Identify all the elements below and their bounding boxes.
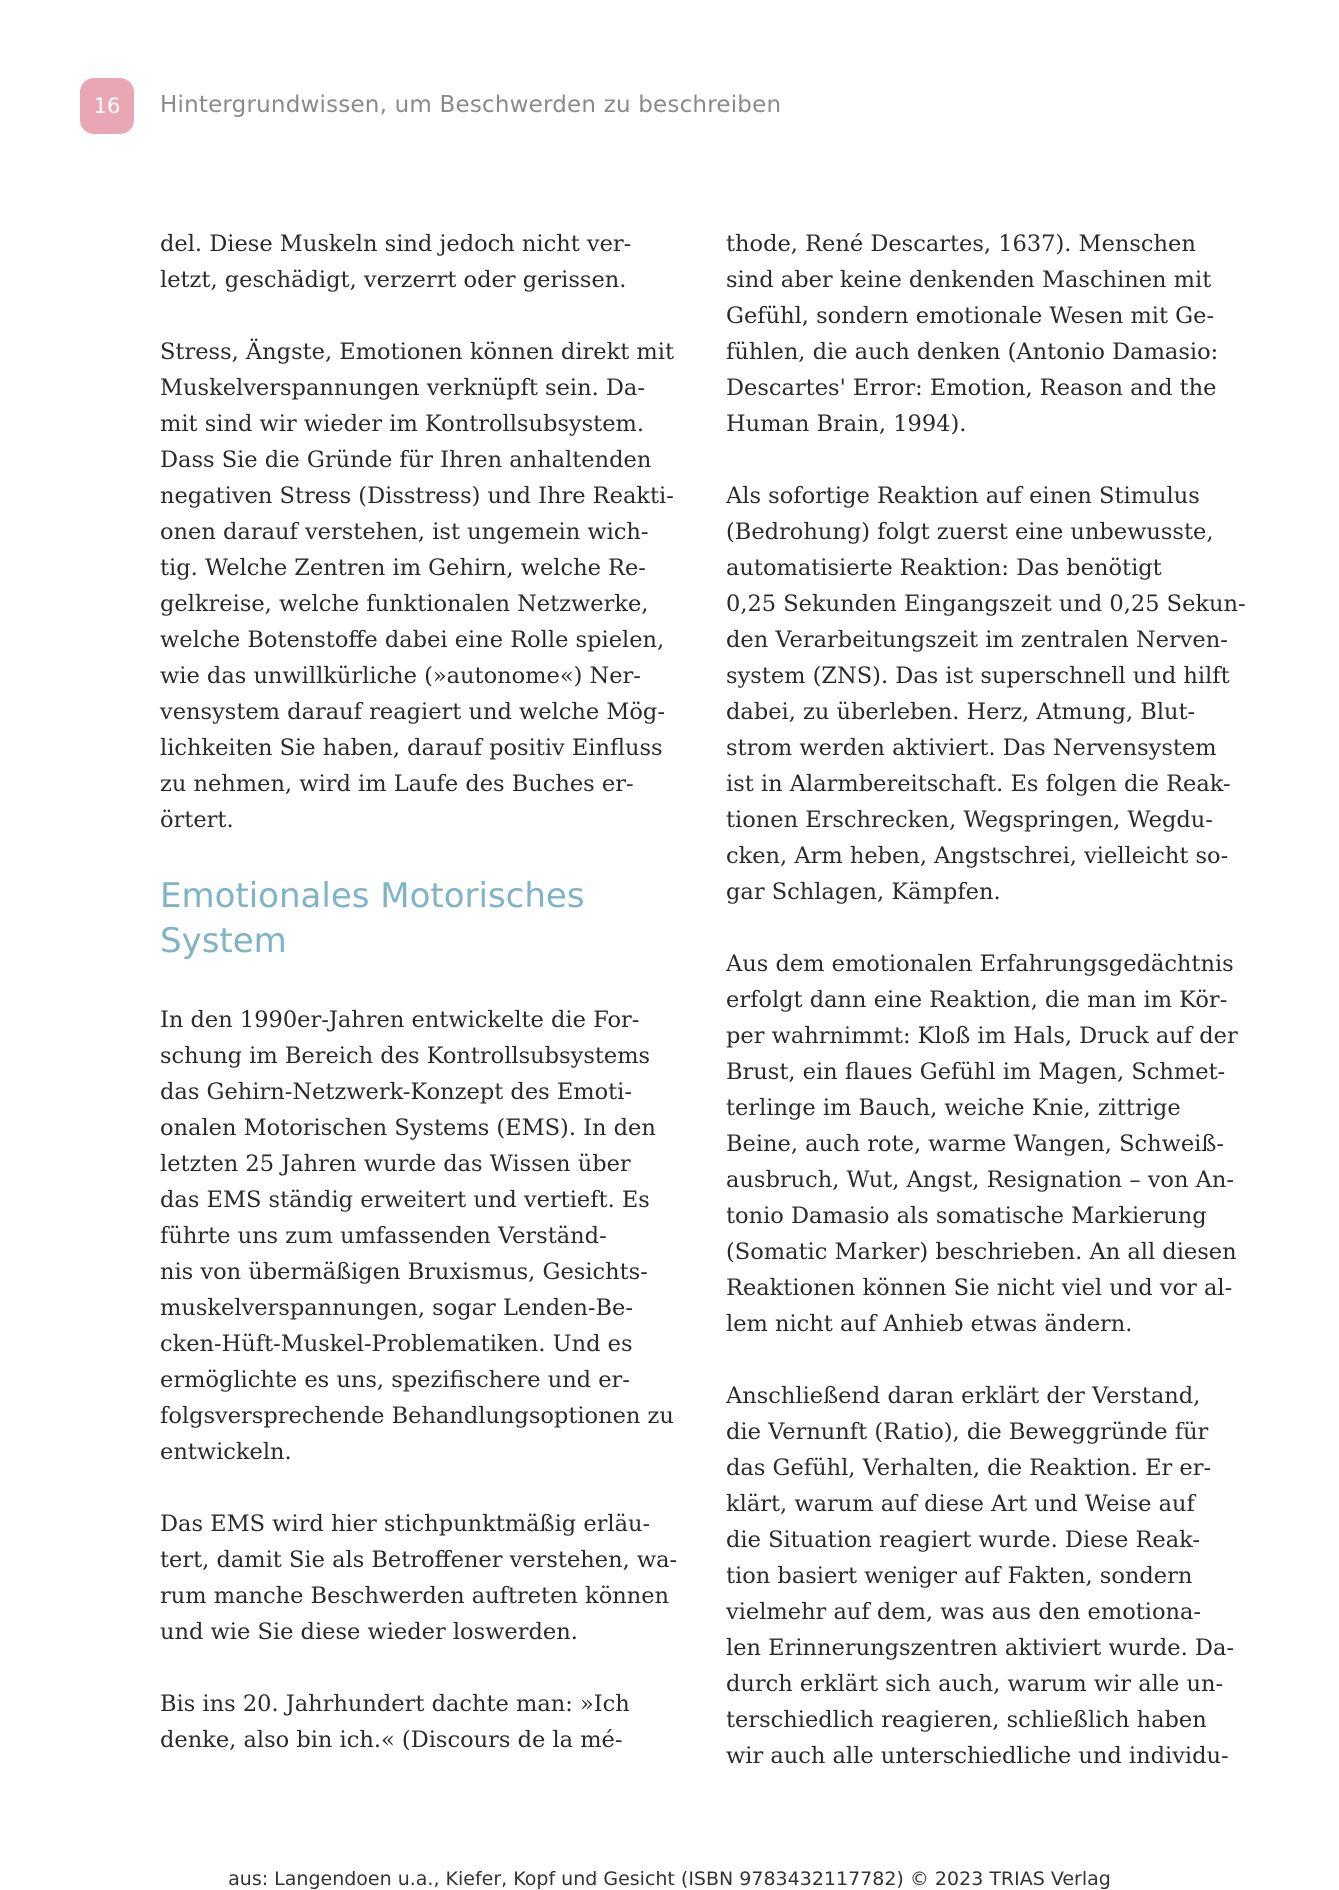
text-line: onalen Motorischen Systems (EMS). In den [160, 1115, 656, 1141]
text-line: fühlen, die auch denken (Antonio Damasio: [726, 339, 1219, 365]
text-line: gar Schlagen, Kämpfen. [726, 879, 1001, 905]
text-line: len Erinnerungszentren aktiviert wurde. Da- [726, 1635, 1234, 1661]
text-line: Das EMS wird hier stichpunktmäßig erläu- [160, 1511, 651, 1537]
text-line: welche Botenstoffe dabei eine Rolle spielen, [160, 627, 665, 653]
text-line: ist in Alarmbereitschaft. Es folgen die Reak- [726, 771, 1231, 797]
paragraph [160, 1506, 690, 1650]
paragraph [160, 1002, 690, 1470]
text-line: tonio Damasio als somatische Markierung [726, 1203, 1207, 1229]
text-line: lichkeiten Sie haben, darauf positiv Einfluss [160, 735, 663, 761]
text-line: folgsversprechende Behandlungsoptionen zu [160, 1403, 674, 1429]
text-line: denke, also bin ich.« (Discours de la mé- [160, 1727, 623, 1753]
text-line: del. Diese Muskeln sind jedoch nicht ver- [160, 231, 632, 257]
text-line: führte uns zum umfassenden Verständ- [160, 1223, 607, 1249]
text-line: tert, damit Sie als Betroffener verstehen, wa- [160, 1547, 678, 1573]
text-line: entwickeln. [160, 1439, 292, 1465]
text-line: durch erklärt sich auch, warum wir alle un- [726, 1671, 1224, 1697]
running-title: Hintergrundwissen, um Beschwerden zu beschreiben [160, 92, 782, 118]
text-line: terlinge im Bauch, weiche Knie, zittrige [726, 1095, 1181, 1121]
text-line: das Gehirn-Netzwerk-Konzept des Emoti- [160, 1079, 632, 1105]
text-line: Gefühl, sondern emotionale Wesen mit Ge- [726, 303, 1215, 329]
page-number-badge: 16 [80, 78, 134, 134]
text-line: muskelverspannungen, sogar Lenden-Be- [160, 1295, 633, 1321]
text-line: mit sind wir wieder im Kontrollsubsystem. [160, 411, 645, 437]
text-line: tionen Erschrecken, Wegspringen, Wegdu- [726, 807, 1213, 833]
text-line: wir auch alle unterschiedliche und individu- [726, 1743, 1229, 1769]
text-line: ausbruch, Wut, Angst, Resignation – von An- [726, 1167, 1234, 1193]
text-line: letzt, geschädigt, verzerrt oder gerissen. [160, 267, 627, 293]
text-line: gelkreise, welche funktionalen Netzwerke, [160, 591, 649, 617]
right-column [726, 226, 1246, 1810]
text-line: erfolgt dann eine Reaktion, die man im Kör- [726, 987, 1228, 1013]
paragraph [160, 1686, 690, 1758]
text-line: terschiedlich reagieren, schließlich haben [726, 1707, 1207, 1733]
text-line: Stress, Ängste, Emotionen können direkt mit [160, 339, 675, 365]
text-line: den Verarbeitungszeit im zentralen Nerven- [726, 627, 1228, 653]
text-line: cken, Arm heben, Angstschrei, vielleicht so- [726, 843, 1229, 869]
text-line: Als sofortige Reaktion auf einen Stimulus [726, 483, 1200, 509]
paragraph [726, 1378, 1246, 1774]
text-line: rum manche Beschwerden auftreten können [160, 1583, 670, 1609]
paragraph [726, 226, 1246, 442]
text-line: 0,25 Sekunden Eingangszeit und 0,25 Sekun- [726, 591, 1246, 617]
text-line: In den 1990er-Jahren entwickelte die For- [160, 1007, 640, 1033]
text-line: nis von übermäßigen Bruxismus, Gesichts- [160, 1259, 648, 1285]
text-line: thode, René Descartes, 1637). Menschen [726, 231, 1196, 257]
text-line: klärt, warum auf diese Art und Weise auf [726, 1491, 1195, 1517]
text-line: letzten 25 Jahren wurde das Wissen über [160, 1151, 631, 1177]
left-column [160, 226, 690, 1794]
paragraph [160, 226, 690, 298]
paragraph [726, 946, 1246, 1342]
text-line: Human Brain, 1994). [726, 411, 967, 437]
text-line: das EMS ständig erweitert und vertieft. Es [160, 1187, 650, 1213]
text-line: wie das unwillkürliche (»autonome«) Ner- [160, 663, 641, 689]
text-line: Anschließend daran erklärt der Verstand, [726, 1383, 1201, 1409]
text-line: System [160, 921, 287, 961]
text-line: strom werden aktiviert. Das Nervensystem [726, 735, 1217, 761]
source-citation: aus: Langendoen u.a., Kiefer, Kopf und Gesicht (ISBN 9783432117782) © 2023 TRIAS Verlag [228, 1868, 1111, 1890]
text-line: Reaktionen können Sie nicht viel und vor al- [726, 1275, 1233, 1301]
text-line: tion basiert weniger auf Fakten, sondern [726, 1563, 1193, 1589]
paragraph [160, 334, 690, 838]
text-line: Aus dem emotionalen Erfahrungsgedächtnis [726, 951, 1234, 977]
text-line: die Situation reagiert wurde. Diese Reak- [726, 1527, 1201, 1553]
text-line: die Vernunft (Ratio), die Beweggründe für [726, 1419, 1209, 1445]
text-line: Muskelverspannungen verknüpft sein. Da- [160, 375, 645, 401]
text-line: Dass Sie die Gründe für Ihren anhaltenden [160, 447, 652, 473]
text-line: system (ZNS). Das ist superschnell und hilft [726, 663, 1230, 689]
text-line: Descartes' Error: Emotion, Reason and the [726, 375, 1217, 401]
text-line: (Bedrohung) folgt zuerst eine unbewusste, [726, 519, 1214, 545]
text-line: zu nehmen, wird im Laufe des Buches er- [160, 771, 634, 797]
text-line: tig. Welche Zentren im Gehirn, welche Re- [160, 555, 646, 581]
text-line: örtert. [160, 807, 234, 833]
text-line: das Gefühl, Verhalten, die Reaktion. Er er- [726, 1455, 1212, 1481]
text-line: Beine, auch rote, warme Wangen, Schweiß- [726, 1131, 1224, 1157]
text-line: vielmehr auf dem, was aus den emotiona- [726, 1599, 1202, 1625]
text-line: und wie Sie diese wieder loswerden. [160, 1619, 578, 1645]
text-line: Emotionales Motorisches [160, 876, 585, 916]
text-line: ermöglichte es uns, spezifischere und er- [160, 1367, 630, 1393]
text-line: sind aber keine denkenden Maschinen mit [726, 267, 1212, 293]
paragraph [726, 478, 1246, 910]
text-line: lem nicht auf Anhieb etwas ändern. [726, 1311, 1133, 1337]
text-line: dabei, zu überleben. Herz, Atmung, Blut- [726, 699, 1196, 725]
text-line: cken-Hüft-Muskel-Problematiken. Und es [160, 1331, 633, 1357]
section-heading [160, 874, 690, 964]
text-line: onen darauf verstehen, ist ungemein wich- [160, 519, 649, 545]
text-line: schung im Bereich des Kontrollsubsystems [160, 1043, 651, 1069]
text-line: vensystem darauf reagiert und welche Mög- [160, 699, 665, 725]
text-line: automatisierte Reaktion: Das benötigt [726, 555, 1162, 581]
text-line: negativen Stress (Disstress) und Ihre Reakti- [160, 483, 674, 509]
text-line: Brust, ein flaues Gefühl im Magen, Schmet- [726, 1059, 1226, 1085]
text-line: per wahrnimmt: Kloß im Hals, Druck auf der [726, 1023, 1238, 1049]
text-line: (Somatic Marker) beschrieben. An all diesen [726, 1239, 1237, 1265]
text-line: Bis ins 20. Jahrhundert dachte man: »Ich [160, 1691, 630, 1717]
